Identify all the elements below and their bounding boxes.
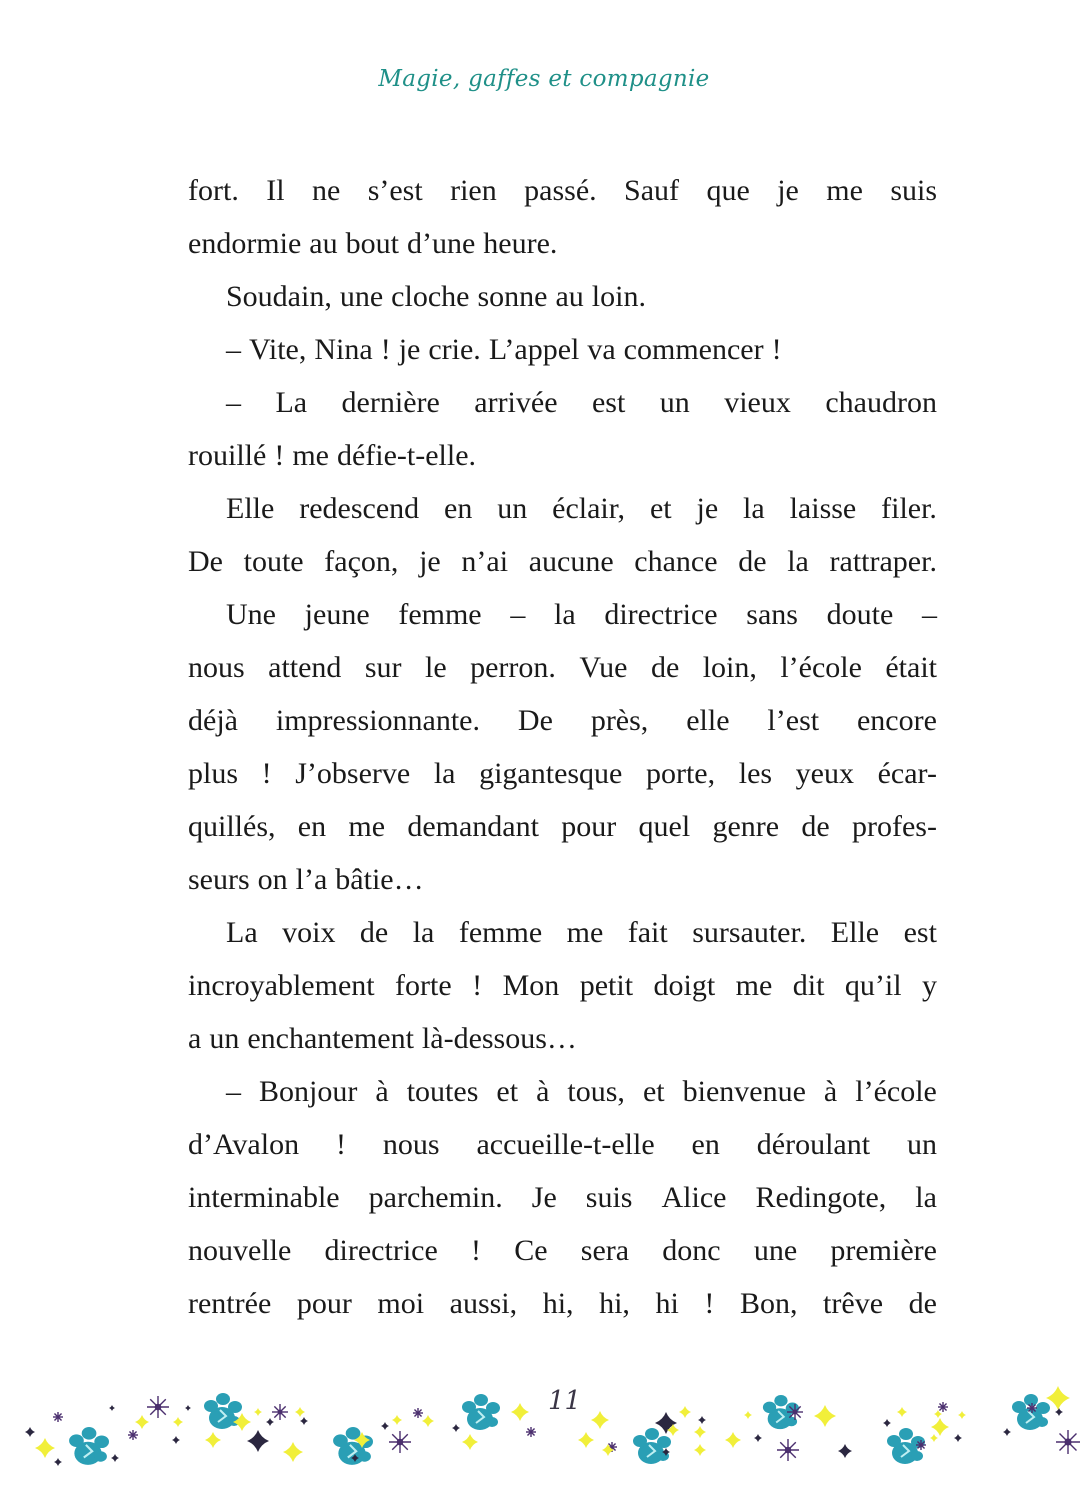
word: ! (471, 1234, 481, 1267)
sparkle-icon (247, 1430, 269, 1452)
word: en (691, 1128, 720, 1161)
text-line (188, 429, 937, 482)
paw-print-icon (69, 1427, 109, 1465)
word: doute (826, 598, 894, 631)
word: loin, (702, 651, 757, 684)
word: De (188, 545, 223, 578)
word: me (735, 969, 773, 1002)
sparkle-icon (392, 1415, 402, 1425)
text-line (188, 694, 937, 747)
word: sonne (477, 280, 548, 313)
word: profes- (851, 810, 937, 843)
word: hi, (599, 1287, 630, 1320)
sparkle-icon (172, 1436, 180, 1444)
word: toutes (406, 1075, 479, 1108)
word: petit (579, 969, 634, 1002)
word: attend (268, 651, 342, 684)
text-line (188, 1118, 937, 1171)
word: – (226, 333, 241, 366)
word: un (209, 1022, 240, 1055)
word: de (908, 1287, 937, 1320)
word: Elle (830, 916, 880, 949)
word: suis (890, 174, 937, 207)
page-number: 11 (548, 1386, 582, 1416)
sparkle-icon (233, 1413, 251, 1431)
word: directrice (604, 598, 718, 631)
word: me (826, 174, 863, 207)
word: d’Avalon (188, 1128, 300, 1161)
word: ! (704, 1287, 715, 1320)
sparkle-icon (679, 1406, 691, 1418)
word: De (517, 704, 553, 737)
starburst-icon (128, 1430, 138, 1440)
word: bâtie… (335, 863, 424, 896)
word: au (309, 227, 338, 260)
word: J’observe (295, 757, 411, 790)
word: pour (296, 1287, 352, 1320)
word: a (188, 1022, 202, 1055)
sparkle-icon (694, 1444, 706, 1456)
word: je (696, 492, 719, 525)
word: la (787, 545, 809, 578)
text-line (188, 164, 937, 217)
word: déjà (188, 704, 238, 737)
word: La (275, 386, 308, 419)
starburst-icon (916, 1440, 926, 1450)
word: endormie (188, 227, 302, 260)
word: nous (382, 1128, 440, 1161)
word: la (412, 916, 435, 949)
word: éclair, (552, 492, 626, 525)
sparkle-icon (725, 1432, 741, 1448)
word: Elle (226, 492, 275, 525)
sparkle-icon (205, 1432, 221, 1448)
word: de (359, 916, 389, 949)
sparkle-icon (25, 1427, 35, 1437)
word: l’école (780, 651, 862, 684)
word: commencer (623, 333, 764, 366)
sparkle-icon (111, 1454, 119, 1462)
word: et (642, 1075, 665, 1108)
text-line (188, 1224, 937, 1277)
sparkle-icon (698, 1416, 706, 1424)
word: on (257, 863, 288, 896)
word: ! (274, 439, 285, 472)
sparkle-icon (694, 1426, 706, 1438)
text-line (188, 1065, 937, 1118)
word: Il (266, 174, 285, 207)
starburst-icon (53, 1412, 63, 1422)
word: le (424, 651, 447, 684)
word: incroyablement (188, 969, 375, 1002)
word: heure. (483, 227, 558, 260)
word: je (398, 333, 421, 366)
word: hi, (542, 1287, 574, 1320)
word: n’ai (461, 545, 509, 578)
word: Redingote, (755, 1181, 887, 1214)
starburst-icon (938, 1402, 948, 1412)
word: parchemin. (368, 1181, 503, 1214)
word: est (591, 386, 626, 419)
text-line (188, 1171, 937, 1224)
starburst-icon (1027, 1403, 1037, 1413)
sparkle-icon (54, 1458, 62, 1466)
word: perron. (470, 651, 556, 684)
word: je (419, 545, 441, 578)
word: rattraper. (829, 545, 937, 578)
word: Je (531, 1181, 557, 1214)
word: en (297, 810, 327, 843)
word: loin. (591, 280, 646, 313)
word: me (566, 916, 604, 949)
word: fort. (188, 174, 239, 207)
text-line (188, 1277, 937, 1330)
word: Bon, (739, 1287, 798, 1320)
sparkle-icon (135, 1415, 149, 1429)
starburst-icon (777, 1439, 799, 1461)
word: directrice (324, 1234, 438, 1267)
word: va (587, 333, 616, 366)
sparkle-icon (511, 1403, 529, 1421)
word: nous (188, 651, 245, 684)
word: impressionnante. (275, 704, 481, 737)
sparkle-icon (1003, 1428, 1011, 1436)
word: suis (585, 1181, 633, 1214)
word: là-dessous… (421, 1022, 577, 1055)
word: La (226, 916, 258, 949)
word: bienvenue (682, 1075, 806, 1108)
sparkle-icon (591, 1411, 609, 1429)
text-line (188, 641, 937, 694)
word: que (706, 174, 750, 207)
word: bout (345, 227, 399, 260)
word: Soudain, (226, 280, 332, 313)
word: un (497, 492, 528, 525)
word: la (743, 492, 765, 525)
sparkle-icon (300, 1417, 308, 1425)
starburst-icon (526, 1427, 536, 1437)
starburst-icon (1056, 1430, 1080, 1454)
word: quillés, (188, 810, 276, 843)
word: sur (364, 651, 402, 684)
word: quel (638, 810, 691, 843)
sparkle-icon (954, 1434, 962, 1442)
word: la (433, 757, 456, 790)
word: Une (226, 598, 276, 631)
word: s’est (367, 174, 423, 207)
word: doigt (653, 969, 716, 1002)
text-line (188, 1012, 937, 1065)
word: Alice (661, 1181, 727, 1214)
word: à (823, 1075, 838, 1108)
word: pour (561, 810, 617, 843)
word: sans (746, 598, 798, 631)
word: une (753, 1234, 798, 1267)
word: façon, (324, 545, 399, 578)
word: aussi, (449, 1287, 518, 1320)
word: Mon (502, 969, 560, 1002)
word: me (292, 439, 329, 472)
sparkle-icon (109, 1405, 115, 1411)
sparkle-icon (283, 1442, 303, 1462)
paw-print-icon (633, 1428, 671, 1464)
starburst-icon (389, 1431, 411, 1453)
sparkle-icon (35, 1438, 55, 1458)
word: arrivée (474, 386, 558, 419)
sparkle-icon (897, 1407, 907, 1417)
sparkle-icon (173, 1417, 183, 1427)
word: Vite, (249, 333, 307, 366)
sparkle-icon (266, 1418, 274, 1426)
word: seurs (188, 863, 250, 896)
text-line (188, 482, 937, 535)
word: filer. (881, 492, 937, 525)
word: l’école (855, 1075, 937, 1108)
word: crie. (428, 333, 481, 366)
word: laisse (789, 492, 857, 525)
word: était (885, 651, 937, 684)
word: encore (856, 704, 937, 737)
word: déroulant (756, 1128, 871, 1161)
word: à (536, 1075, 550, 1108)
word: en (444, 492, 473, 525)
word: d’une (406, 227, 476, 260)
word: vieux (724, 386, 791, 419)
word: elle (686, 704, 730, 737)
word: Sauf (624, 174, 680, 207)
sparkle-icon (931, 1418, 949, 1436)
text-line (188, 588, 937, 641)
word: près, (590, 704, 649, 737)
sparkle-icon (744, 1411, 752, 1419)
word: de (738, 545, 767, 578)
word: sursauter. (692, 916, 807, 949)
word: l’est (767, 704, 820, 737)
word: cloche (391, 280, 470, 313)
word: dit (792, 969, 825, 1002)
sparkle-icon (295, 1407, 305, 1417)
starburst-icon (272, 1404, 288, 1420)
word: Ce (514, 1234, 548, 1267)
word: défie-t-elle. (336, 439, 477, 472)
word: toute (243, 545, 304, 578)
sparkle-icon (381, 1422, 389, 1430)
word: femme (398, 598, 482, 631)
word: rien (450, 174, 497, 207)
word: redescend (299, 492, 420, 525)
word: genre (712, 810, 780, 843)
word: femme (458, 916, 543, 949)
sparkle-icon (462, 1434, 478, 1450)
word: demandant (407, 810, 539, 843)
text-line (188, 853, 937, 906)
sparkle-icon (254, 1408, 262, 1416)
word: de (650, 651, 680, 684)
word: – (921, 598, 937, 631)
word: qu’il (844, 969, 902, 1002)
text-line (188, 800, 937, 853)
word: gigantesque (479, 757, 623, 790)
text-line (188, 747, 937, 800)
text-line (188, 535, 937, 588)
sparkle-icon (934, 1410, 942, 1418)
word: Nina (314, 333, 373, 366)
word: enchantement (247, 1022, 414, 1055)
word: Bonjour (259, 1075, 358, 1108)
word: un (906, 1128, 937, 1161)
word: hi (655, 1287, 679, 1320)
word: et (649, 492, 672, 525)
word: – (510, 598, 526, 631)
word: un (659, 386, 690, 419)
word: et (496, 1075, 519, 1108)
running-title: Magie, gaffes et compagnie (378, 66, 710, 92)
word: au (555, 280, 584, 313)
word: moi (377, 1287, 425, 1320)
text-line (188, 959, 937, 1012)
text-line (188, 323, 937, 376)
sparkle-icon (452, 1424, 460, 1432)
word: me (348, 810, 386, 843)
word: ! (380, 333, 391, 366)
word: – (226, 386, 241, 419)
starburst-icon (147, 1396, 169, 1418)
word: fait (627, 916, 668, 949)
word: trêve (823, 1287, 884, 1320)
word: rentrée (188, 1287, 272, 1320)
text-line (188, 376, 937, 429)
starburst-icon (413, 1408, 423, 1418)
word: de (801, 810, 830, 843)
word: ! (261, 757, 272, 790)
word: porte, (645, 757, 716, 790)
text-line (188, 270, 937, 323)
sparkle-icon (185, 1405, 191, 1411)
word: est (903, 916, 937, 949)
word: l’a (295, 863, 328, 896)
word: tous, (567, 1075, 625, 1108)
word: Vue (579, 651, 628, 684)
word: plus (188, 757, 239, 790)
word: donc (662, 1234, 721, 1267)
text-line (188, 906, 937, 959)
word: ! (472, 969, 483, 1002)
starburst-icon (787, 1404, 803, 1420)
word: nouvelle (188, 1234, 292, 1267)
word: passé. (524, 174, 597, 207)
word: yeux (795, 757, 854, 790)
word: jeune (304, 598, 370, 631)
sparkle-icon (838, 1444, 852, 1458)
word: – (226, 1075, 241, 1108)
paw-print-icon (1012, 1394, 1050, 1430)
sparkle-icon (958, 1411, 966, 1419)
word: y (922, 969, 937, 1002)
footer-decoration (0, 1370, 1088, 1480)
word: chance (634, 545, 718, 578)
word: forte (395, 969, 452, 1002)
sparkle-icon (578, 1432, 594, 1448)
sparkle-icon (814, 1405, 836, 1427)
word: à (375, 1075, 389, 1108)
word: chaudron (825, 386, 937, 419)
word: aucune (528, 545, 614, 578)
word: ! (771, 333, 782, 366)
word: les (738, 757, 773, 790)
word: ! (335, 1128, 346, 1161)
word: interminable (188, 1181, 340, 1214)
word: dernière (341, 386, 440, 419)
word: une (339, 280, 384, 313)
word: voix (282, 916, 336, 949)
sparkle-icon (422, 1415, 434, 1427)
word: la (915, 1181, 937, 1214)
sparkle-icon (1055, 1408, 1063, 1416)
sparkle-icon (930, 1434, 938, 1442)
word: L’appel (488, 333, 580, 366)
body-text (188, 164, 937, 1330)
word: sera (580, 1234, 630, 1267)
text-line (188, 217, 937, 270)
paw-print-icon (462, 1394, 500, 1430)
word: la (554, 598, 576, 631)
word: accueille-t-elle (476, 1128, 655, 1161)
sparkle-icon (883, 1419, 891, 1427)
word: première (830, 1234, 937, 1267)
word: écar- (877, 757, 937, 790)
word: je (777, 174, 799, 207)
word: ne (311, 174, 341, 207)
word: rouillé (188, 439, 267, 472)
sparkle-icon (754, 1434, 762, 1442)
